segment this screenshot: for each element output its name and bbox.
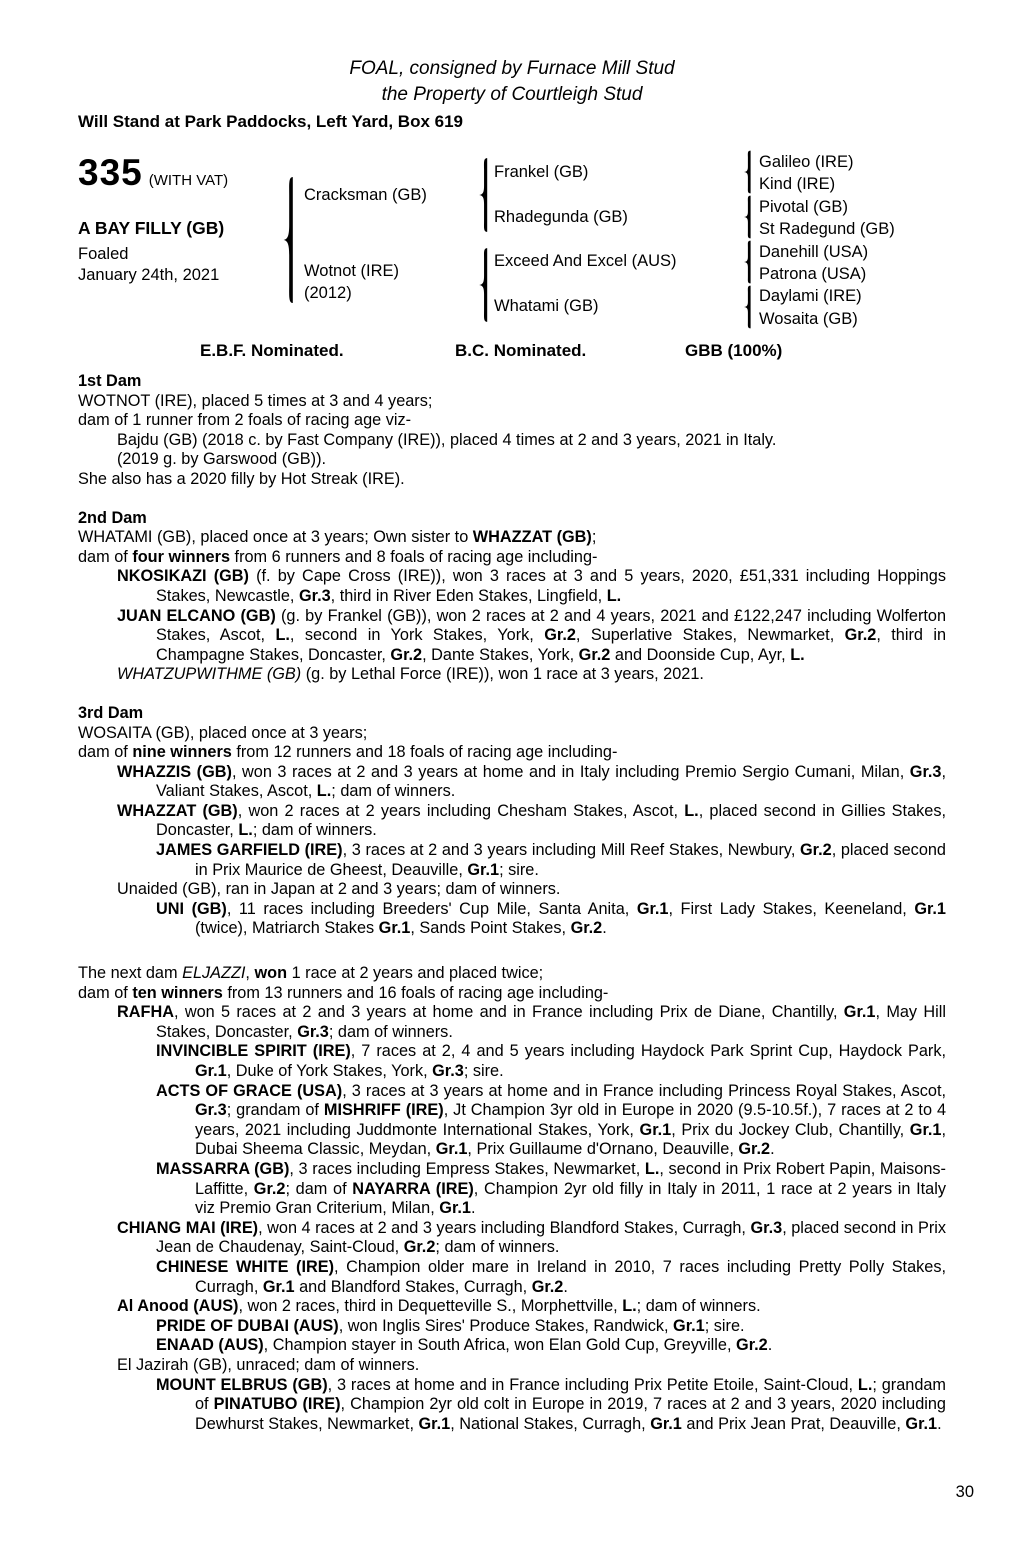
text-run: Gr.2 [403, 1238, 436, 1257]
text-run: Gr.1 [636, 899, 669, 918]
pedigree-paragraph [78, 880, 946, 900]
text-run: , Jt Champion 3yr old in Europe in 2020 (9.5-10.5f.), 7 races at 2 to 4 years, 2021 including Juddmonte International Stakes, York, [195, 1101, 946, 1139]
text-run: , won 3 races at 2 and 3 years at home and in Italy including Premio Sergio Cumani, Milan, [231, 762, 910, 781]
ancestor-name: Danehill (USA) [759, 242, 869, 261]
great-grandparents-column [759, 151, 895, 330]
dam-block [304, 260, 399, 304]
text-run: Gr.2 [531, 1277, 564, 1296]
text-run: Gr.2 [738, 1140, 771, 1159]
pedigree-paragraph [78, 1160, 946, 1219]
text-run: L. [644, 1159, 660, 1178]
pedigree-block [78, 150, 946, 332]
text-run: , second in York Stakes, York, [289, 626, 545, 645]
text-run: Gr.2 [253, 1179, 286, 1198]
text-run: MASSARRA (GB) [156, 1159, 290, 1178]
pedigree-paragraph [78, 1219, 946, 1258]
text-run: Gr.1 [439, 1199, 471, 1218]
pedigree-paragraph [78, 528, 946, 548]
text-run: Gr.2 [800, 841, 832, 860]
bc-nomination: B.C. Nominated. [455, 341, 587, 360]
dam-section [78, 704, 946, 939]
text-run: L. [622, 1297, 637, 1316]
text-run: , First Lady Stakes, Keeneland, [668, 899, 915, 918]
foaled-date: January 24th, 2021 [78, 266, 220, 284]
ancestor-name: Wosaita (GB) [759, 309, 858, 328]
text-run: (2019 g. by Garswood (GB)). [117, 450, 327, 469]
text-run: WOSAITA (GB), placed once at 3 years; [78, 723, 368, 742]
text-run: Gr.1 [418, 1414, 451, 1433]
grandsire-name: Exceed And Excel (AUS) [494, 252, 677, 270]
text-run: Gr.2 [544, 626, 576, 645]
text-run: (g. by Frankel (GB)), won 2 races at 2 and 4 years, 2021 and £122,247 including Wolferton Stakes, Ascot, [156, 606, 946, 645]
pedigree-paragraph [78, 1336, 946, 1356]
gbb-status: GBB (100%) [685, 341, 783, 360]
text-run: ; dam of winners. [331, 782, 456, 801]
text-run: and Doonside Cup, Ayr, [610, 645, 791, 664]
pedigree-paragraph [78, 1003, 946, 1042]
text-run: , 3 races at 2 and 3 years including Mill Reef Stakes, Newbury, [342, 841, 800, 860]
text-run: , Valiant Stakes, Ascot, [156, 762, 946, 801]
text-run: , won 2 races, third in Dequetteville S., Morphettville, [238, 1297, 623, 1316]
text-run: WHAZZAT (GB) [117, 801, 238, 820]
pedigree-paragraph [78, 392, 946, 412]
text-run: dam of [78, 983, 133, 1002]
text-run: Gr.1 [673, 1316, 705, 1335]
text-run: L. [275, 626, 290, 645]
text-run: JUAN ELCANO (GB) [117, 606, 276, 625]
text-run: Gr.1 [639, 1120, 672, 1139]
text-run: L. [238, 821, 253, 840]
text-run: , [245, 964, 255, 983]
ancestor-name: Daylami (IRE) [759, 287, 862, 306]
dam-heading: 3rd Dam [78, 703, 144, 722]
text-run: , Dubai Sheema Classic, Meydan, [195, 1120, 946, 1159]
pedigree-paragraph [78, 665, 946, 685]
text-run: , won Inglis Sires' Produce Stakes, Randwick, [338, 1316, 674, 1335]
text-run: dam of [78, 743, 133, 762]
dam-section [78, 509, 946, 685]
text-run: . [770, 1140, 775, 1159]
text-run: ; sire. [463, 1062, 504, 1080]
foaled-label: Foaled [78, 245, 129, 263]
text-run: , Duke of York Stakes, York, [226, 1062, 433, 1080]
text-run: RAFHA [117, 1003, 174, 1022]
text-run: ten winners [132, 983, 223, 1002]
text-run: L. [857, 1375, 873, 1394]
pedigree-brace [741, 195, 753, 239]
text-run: CHINESE WHITE (IRE) [156, 1257, 335, 1276]
text-run: , won 4 races at 2 and 3 years including Blandford Stakes, Curragh, [258, 1218, 751, 1237]
text-run: , 3 races at home and in France including Prix Petite Etoile, Saint-Cloud, [327, 1375, 858, 1394]
text-run: Gr.2 [578, 645, 611, 664]
pedigree-brace [476, 157, 490, 233]
pedigree-paragraph [78, 1082, 946, 1160]
text-run: four winners [132, 547, 231, 566]
text-run: , 3 races at 3 years at home and in France including Princess Royal Stakes, Ascot, [342, 1081, 946, 1100]
text-run: PRIDE OF DUBAI (AUS) [156, 1316, 339, 1335]
text-run: Gr.1 [905, 1414, 938, 1433]
text-run: JAMES GARFIELD (IRE) [156, 841, 343, 860]
text-run: ; sire. [704, 1316, 745, 1335]
text-run: Gr.2 [844, 626, 877, 645]
text-run: Gr.2 [570, 919, 603, 938]
pedigree-paragraph [78, 1356, 946, 1376]
text-run: ; dam of winners. [328, 1022, 453, 1041]
text-run: NAYARRA (IRE) [352, 1179, 474, 1198]
pedigree-paragraph [78, 841, 946, 880]
pedigree-paragraph [78, 411, 946, 431]
pedigree-brace [280, 175, 296, 305]
text-run: Gr.1 [262, 1277, 295, 1296]
ebf-nomination: E.B.F. Nominated. [200, 341, 344, 360]
text-run: Gr.1 [650, 1414, 682, 1433]
pedigree-paragraph [78, 450, 946, 470]
pedigree-brace [476, 247, 490, 323]
text-run: Gr.1 [914, 899, 946, 918]
pedigree-paragraph [78, 743, 946, 763]
text-run: INVINCIBLE SPIRIT (IRE) [156, 1042, 351, 1061]
text-run: ; sire. [499, 860, 539, 879]
text-run: , Superlative Stakes, Newmarket, [575, 626, 845, 645]
stand-location-line: Will Stand at Park Paddocks, Left Yard, Box 619 [78, 112, 463, 131]
pedigree-paragraph [78, 763, 946, 802]
text-run: won [254, 964, 288, 983]
lot-number: 335 [78, 152, 143, 193]
text-run: from 13 runners and 16 foals of racing age including- [222, 983, 609, 1002]
text-run: She also has a 2020 filly by Hot Streak (IRE). [78, 469, 405, 488]
text-run: Gr.1 [467, 860, 500, 879]
pedigree-paragraph [78, 567, 946, 606]
text-run: ; [591, 528, 597, 547]
text-run: WHATAMI (GB), placed once at 3 years; Own sister to [78, 528, 473, 547]
dam-heading: 2nd Dam [78, 508, 147, 527]
text-run: , Champion older mare in Ireland in 2010, 7 races including Pretty Polly Stakes, Curragh, [195, 1257, 946, 1296]
page-number: 30 [955, 1483, 974, 1501]
text-run: from 6 runners and 8 foals of racing age including- [230, 547, 598, 566]
text-run: . [767, 1336, 773, 1355]
text-run: (f. by Cape Cross (IRE)), won 3 races at 3 and 5 years, 2020, £51,331 including Hoppings Stakes, Newcastle, [156, 567, 946, 605]
pedigree-paragraph [78, 984, 946, 1004]
text-run: , May Hill Stakes, Doncaster, [156, 1003, 946, 1041]
text-run: L. [606, 586, 622, 605]
text-run: dam of 1 runner from 2 foals of racing age viz- [78, 411, 412, 430]
text-run: ENAAD (AUS) [156, 1336, 264, 1355]
text-run: Gr.1 [378, 919, 411, 938]
text-run: , Champion 2yr old filly in Italy in 2011, 1 race at 2 years in Italy viz Premio Gran Criterium, Milan, [195, 1179, 946, 1218]
text-run: Gr.3 [432, 1062, 464, 1080]
pedigree-paragraph [78, 548, 946, 568]
pedigree-paragraph [78, 1258, 946, 1297]
text-run: from 12 runners and 18 foals of racing age including- [231, 743, 618, 762]
text-run: . [563, 1277, 568, 1296]
ancestor-name: St Radegund (GB) [759, 220, 895, 239]
text-run: and Blandford Stakes, Curragh, [294, 1277, 532, 1296]
text-run: Gr.1 [435, 1140, 468, 1159]
nominations-row [78, 341, 946, 363]
text-run: Unaided (GB), ran in Japan at 2 and 3 years; dam of winners. [117, 880, 561, 899]
text-run: Gr.2 [736, 1336, 768, 1355]
text-run: (g. by Lethal Force (IRE)), won 1 race at 3 years, 2021. [301, 665, 704, 684]
lot-description: A BAY FILLY (GB) [78, 218, 225, 238]
text-run: L. [316, 782, 332, 801]
text-run: and Prix Jean Prat, Deauville, [681, 1414, 906, 1433]
text-run: ACTS OF GRACE (USA) [156, 1081, 343, 1100]
text-run: L. [684, 801, 699, 820]
text-run: ; dam of [285, 1179, 353, 1198]
pedigree-brace [741, 240, 753, 284]
text-run: Bajdu (GB) (2018 c. by Fast Company (IRE)), placed 4 times at 2 and 3 years, 2021 in Italy. [117, 430, 777, 449]
text-run: WHAZZIS (GB) [117, 762, 232, 781]
text-run: L. [790, 645, 805, 664]
text-run: Al Anood (AUS) [117, 1297, 239, 1316]
ancestor-name: Pivotal (GB) [759, 197, 848, 216]
text-run: Gr.2 [390, 645, 423, 664]
dam-heading: 1st Dam [78, 372, 142, 390]
pedigree-paragraph [78, 802, 946, 841]
text-run: ; dam of winners. [252, 821, 377, 840]
text-run: ; dam of winners. [636, 1297, 761, 1316]
text-run: , 7 races at 2, 4 and 5 years including Haydock Park Sprint Cup, Haydock Park, [350, 1042, 946, 1061]
text-run: El Jazirah (GB), unraced; dam of winners. [117, 1355, 420, 1374]
pedigree-paragraph [78, 607, 946, 666]
text-run: , National Stakes, Curragh, [450, 1414, 651, 1433]
grandsire-name: Frankel (GB) [494, 163, 589, 181]
text-run: dam of [78, 547, 133, 566]
vat-note: (WITH VAT) [148, 172, 229, 189]
text-run: , 11 races including Breeders' Cup Mile, Santa Anita, [226, 899, 637, 918]
text-run: , 3 races including Empress Stakes, Newmarket, [289, 1159, 645, 1178]
dam-year: (2012) [304, 284, 352, 302]
text-run: , placed second in Gillies Stakes, Doncaster, [156, 801, 946, 840]
pedigree-brace [741, 150, 753, 194]
page-header [78, 56, 946, 134]
text-run: 1 race at 2 years and placed twice; [287, 964, 544, 983]
text-run: (twice), Matriarch Stakes [195, 919, 379, 938]
text-run: Gr.3 [195, 1101, 227, 1120]
text-run: , placed second in Prix Maurice de Gheest, Deauville, [195, 841, 946, 879]
text-run: UNI (GB) [156, 899, 227, 918]
text-run: MOUNT ELBRUS (GB) [156, 1375, 328, 1394]
text-run: ; grandam of [226, 1101, 324, 1120]
text-run: . [470, 1199, 476, 1218]
text-run: CHIANG MAI (IRE) [117, 1218, 259, 1237]
pedigree-paragraph [78, 1376, 946, 1435]
text-run: nine winners [132, 743, 232, 762]
text-run: , Prix Guillaume d'Ornano, Deauville, [467, 1140, 739, 1159]
text-run: WHATZUPWITHME (GB) [117, 665, 302, 684]
text-run: , Dante Stakes, York, [422, 645, 579, 664]
text-run: NKOSIKAZI (GB) [117, 567, 249, 586]
text-run: Gr.3 [909, 762, 942, 781]
text-run: Gr.3 [298, 586, 331, 605]
text-run: Gr.1 [843, 1003, 876, 1022]
text-run: , won 5 races at 2 and 3 years at home and in France including Prix de Diane, Chantilly, [173, 1003, 844, 1022]
granddam-name: Whatami (GB) [494, 297, 599, 315]
text-run: ; grandam of [195, 1375, 946, 1414]
text-run: , third in River Eden Stakes, Lingfield, [330, 586, 607, 605]
text-run: ELJAZZI [182, 964, 246, 983]
ancestor-name: Kind (IRE) [759, 175, 836, 194]
pedigree-paragraph [78, 724, 946, 744]
pedigree-paragraph [78, 431, 946, 451]
text-run: ; dam of winners. [435, 1238, 560, 1257]
text-run: , Sands Point Stakes, [410, 919, 571, 938]
text-run: Gr.1 [195, 1062, 227, 1080]
pedigree-paragraph [78, 900, 946, 939]
text-run: . [937, 1414, 942, 1433]
pedigree-paragraph [78, 1297, 946, 1317]
text-run: PINATUBO (IRE) [213, 1395, 341, 1414]
sire-name: Cracksman (GB) [304, 186, 427, 204]
text-run: , Prix du Jockey Club, Chantilly, [671, 1120, 910, 1139]
dam-section [78, 964, 946, 1434]
property-line: the Property of Courtleigh Stud [381, 84, 643, 105]
pedigree-paragraph [78, 964, 946, 984]
text-run: , won 2 races at 2 years including Chesham Stakes, Ascot, [237, 801, 685, 820]
text-run: . [602, 919, 607, 938]
dam-name: Wotnot (IRE) [304, 262, 400, 280]
text-run: , Champion stayer in South Africa, won Elan Gold Cup, Greyville, [263, 1336, 737, 1355]
pedigree-sections [78, 372, 946, 1434]
consignor-line: FOAL, consigned by Furnace Mill Stud [349, 58, 675, 79]
pedigree-paragraph [78, 1317, 946, 1337]
dam-section [78, 372, 946, 490]
text-run: Gr.1 [909, 1120, 942, 1139]
text-run: The next dam [78, 964, 183, 983]
text-run: , placed second in Prix Jean de Chaudenay, Saint-Cloud, [156, 1218, 947, 1257]
text-run: MISHRIFF (IRE) [323, 1101, 444, 1120]
text-run: Gr.3 [297, 1022, 329, 1041]
text-run: , second in Prix Robert Papin, Maisons-Laffitte, [195, 1159, 946, 1198]
pedigree-paragraph [78, 470, 946, 490]
text-run: Gr.3 [750, 1218, 783, 1237]
pedigree-brace [741, 285, 753, 329]
text-run: , Champion 2yr old colt in Europe in 2019, 7 races at 2 and 3 years, 2020 including Dewhurst Stakes, Newmarket, [195, 1395, 946, 1433]
ancestor-name: Patrona (USA) [759, 265, 867, 284]
text-run: WOTNOT (IRE), placed 5 times at 3 and 4 years; [78, 391, 433, 410]
pedigree-paragraph [78, 1042, 946, 1081]
granddam-name: Rhadegunda (GB) [494, 208, 628, 226]
lot-row [78, 152, 228, 194]
text-run: WHAZZAT (GB) [472, 528, 592, 547]
ancestor-name: Galileo (IRE) [759, 153, 854, 171]
text-run: , third in Champagne Stakes, Doncaster, [156, 626, 946, 664]
